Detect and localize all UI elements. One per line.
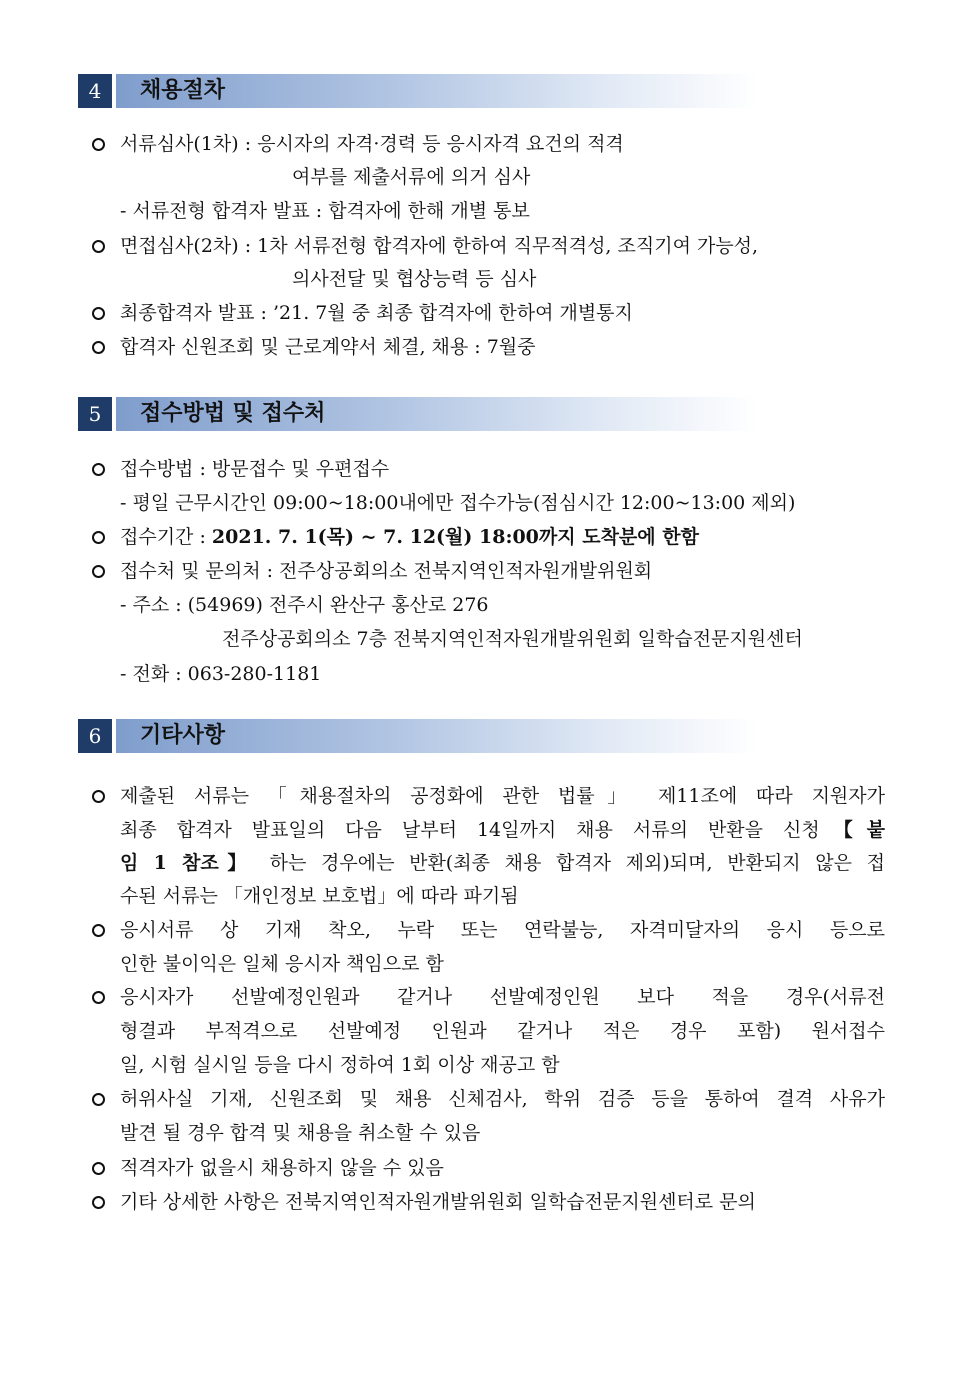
section-title: 접수방법 및 접수처 (140, 401, 326, 426)
bullet-circle-icon (92, 1162, 105, 1175)
text-line: - 평일 근무시간인 09:00~18:00내에만 접수가능(점심시간 12:00~13:00 제외) (120, 492, 796, 514)
text-line: 적격자가 없을시 채용하지 않을 수 있음 (120, 1157, 444, 1179)
text-line: 일, 시험 실시일 등을 다시 정하여 1회 이상 재공고 함 (120, 1054, 560, 1076)
bold-span: 임 1 참조】 (120, 852, 255, 874)
text-line: 서류심사(1차) : 응시자의 자격·경력 등 응시자격 요건의 적격 (120, 133, 624, 155)
bullet-circle-icon (92, 463, 105, 476)
bullet-circle-icon (92, 307, 105, 320)
bullet-circle-icon (92, 991, 105, 1004)
address-line: 전주상공회의소 7층 전북지역인적자원개발위원회 일학습전문지원센터 (222, 628, 803, 650)
bullet-circle-icon (92, 1093, 105, 1106)
bold-span: 【붙 (819, 819, 886, 841)
text-line (120, 815, 885, 845)
section-5-header (78, 397, 758, 431)
phone-line: - 전화 : 063-280-1181 (120, 663, 322, 685)
bullet-circle-icon (92, 565, 105, 578)
text-line: 응시자가 선발예정인원과 같거나 선발예정인원 보다 적을 경우(서류전 (120, 986, 885, 1008)
bullet-circle-icon (92, 240, 105, 253)
bullet-circle-icon (92, 924, 105, 937)
bullet-circle-icon (92, 138, 105, 151)
section-title: 채용절차 (140, 78, 226, 103)
section-title: 기타사항 (140, 723, 226, 748)
section-6-header (78, 719, 758, 753)
bullet-circle-icon (92, 531, 105, 544)
text-span: 하는 경우에는 반환(최종 채용 합격자 제외)되며, 반환되지 않은 접 (255, 852, 885, 874)
text-line: 접수방법 : 방문접수 및 우편접수 (120, 458, 390, 480)
section-number: 4 (78, 74, 112, 108)
period-label: 접수기간 : (120, 526, 212, 548)
text-line: 최종합격자 발표 : ’21. 7월 중 최종 합격자에 한하여 개별통지 (120, 302, 633, 324)
text-line: 면접심사(2차) : 1차 서류전형 합격자에 한하여 직무적격성, 조직기여 가능성, (120, 235, 759, 257)
text-line: 형결과 부적격으로 선발예정 인원과 같거나 적은 경우 포함) 원서접수 (120, 1020, 885, 1042)
text-line: 수된 서류는 「개인정보 보호법」에 따라 파기됨 (120, 885, 519, 907)
bullet-circle-icon (92, 790, 105, 803)
section-4-header (78, 74, 758, 108)
text-line (120, 522, 699, 552)
address-line: - 주소 : (54969) 전주시 완산구 홍산로 276 (120, 594, 489, 616)
text-line: 발견 될 경우 합격 및 채용을 취소할 수 있음 (120, 1122, 481, 1144)
text-line: 접수처 및 문의처 : 전주상공회의소 전북지역인적자원개발위원회 (120, 560, 653, 582)
text-line: 응시서류 상 기재 착오, 누락 또는 연락불능, 자격미달자의 응시 등으로 (120, 919, 885, 941)
text-line: 허위사실 기재, 신원조회 및 채용 신체검사, 학위 검증 등을 통하여 결격 사유가 (120, 1088, 885, 1110)
bullet-circle-icon (92, 1196, 105, 1209)
bullet-circle-icon (92, 341, 105, 354)
text-line: 합격자 신원조회 및 근로계약서 체결, 채용 : 7월중 (120, 336, 536, 358)
text-line: 기타 상세한 사항은 전북지역인적자원개발위원회 일학습전문지원센터로 문의 (120, 1191, 756, 1213)
section-number: 6 (78, 719, 112, 753)
text-line: - 서류전형 합격자 발표 : 합격자에 한해 개별 통보 (120, 200, 530, 222)
text-line: 제출된 서류는 「채용절차의 공정화에 관한 법률」 제11조에 따라 지원자가 (120, 785, 885, 807)
period-value: 2021. 7. 1(목) ~ 7. 12(월) 18:00까지 도착분에 한함 (211, 526, 699, 548)
text-line: 인한 불이익은 일체 응시자 책임으로 함 (120, 953, 444, 975)
text-span: 최종 합격자 발표일의 다음 날부터 14일까지 채용 서류의 반환을 신청 (120, 819, 820, 841)
text-line (120, 848, 885, 878)
text-line: 의사전달 및 협상능력 등 심사 (292, 268, 537, 290)
text-line: 여부를 제출서류에 의거 심사 (292, 166, 531, 188)
section-number: 5 (78, 397, 112, 431)
